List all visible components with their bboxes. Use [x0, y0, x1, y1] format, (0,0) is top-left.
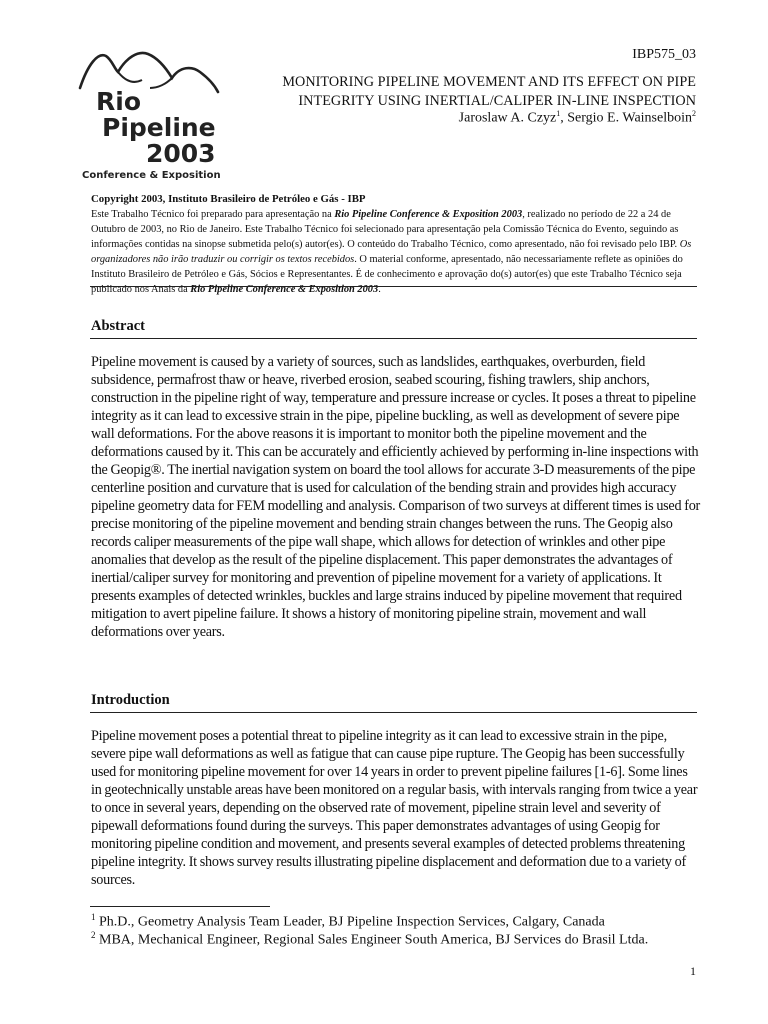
copyright-heading: Copyright 2003, Instituto Brasileiro de Petróleo e Gás - IBP [91, 193, 366, 205]
footnote-1-mark: 1 [91, 912, 96, 922]
abstract-text: Pipeline movement is caused by a variety of sources, such as landslides, earthquakes, overburden, field subsidence, permafrost thaw or heave, riverbed erosion, seabed scouring, fishing trawlers, ship anchors, construction in the pipeline right of way, temperature and pressure increase or cycles. It poses a threat to pipeline integrity as it can lead to excessive strain in the pipe, pipeline buckling, as well as development of severe pipe wall deformations. For the above reasons it is important to monitor both the pipeline movement and the deformations caused by it. This can be accurately and efficiently achieved by performing in-line inspections with the Geopig®. The inertial navigation system on board the tool allows for accurate 3-D measurements of the pipe centerline position and curvature that is used for calculation of the bending strain and provides high accuracy pipeline geometry data for FEM modelling and analysis. Comparison of two surveys at different times is used for precise monitoring of the pipeline movement and bending strain changes between the runs. The Geopig also records caliper measurements of the pipe wall shape, which allows for detection of wrinkles and other pipe anomalies that develop as the result of the pipeline displacement. This paper demonstrates the advantages of inertial/caliper survey for monitoring and prevention of pipeline movement for a variety of applications. It presents examples of detected wrinkles, buckles and large strains induced by pipeline movement that required mitigation to avert pipeline failure. It shows a history of monitoring pipeline strain, movement and wall deformations over years. [91, 354, 701, 640]
logo-pipeline-text: Pipeline [102, 113, 216, 142]
author-2-footnote-mark: 2 [692, 109, 696, 118]
abstract-divider [90, 338, 697, 339]
abstract-heading: Abstract [91, 318, 145, 334]
page-number: 1 [690, 964, 696, 978]
copyright-notice [91, 192, 701, 297]
footnote-divider [90, 906, 270, 907]
logo-graphic [74, 44, 224, 184]
logo-year-text: 2003 [146, 139, 216, 168]
footnote-2-text: MBA, Mechanical Engineer, Regional Sales Engineer South America, BJ Services do Brasil Ltda. [95, 932, 649, 948]
copyright-event-name-2: Rio Pipeline Conference & Exposition 2003 [190, 284, 379, 295]
logo-rio-text: Rio [96, 87, 141, 116]
copyright-text-4: . [378, 284, 381, 295]
introduction-heading: Introduction [91, 692, 170, 708]
logo-conference-text: Conference & Exposition [82, 170, 221, 181]
paper-id: IBP575_03 [632, 47, 696, 62]
copyright-text-1: Este Trabalho Técnico foi preparado para apresentação na [91, 209, 335, 220]
footnote-2-mark: 2 [91, 930, 96, 940]
copyright-italic-note: Os organizadores não irão traduzir ou corrigir os textos recebidos [91, 239, 692, 265]
footnote-1-text: Ph.D., Geometry Analysis Team Leader, BJ Pipeline Inspection Services, Calgary, Canada [95, 914, 605, 930]
copyright-text-3: . O material conforme, apresentado, não necessariamente reflete as opiniões do Instituto Brasileiro de Petróleo e Gás, Sócios e Representantes. É de conhecimento e aprovação do(s) autor(es) que este Trabalho Técnico seja publicado nos Anais da [91, 254, 683, 295]
author-1-footnote-mark: 1 [556, 109, 561, 118]
author-separator: , [560, 110, 568, 126]
copyright-text-2: , realizado no período de 22 a 24 de Outubro de 2003, no Rio de Janeiro. Este Trabalho Técnico foi selecionado para apresentação pela Comissão Técnica do Evento, seguindo as informações contidas na sinopse submetida pelo(s) autor(es). O conteúdo do Trabalho Técnico, como apresentado, não foi revisado pelo IBP. [91, 209, 680, 250]
copyright-event-name-1: Rio Pipeline Conference & Exposition 2003 [334, 209, 523, 220]
footnote-2 [91, 930, 648, 949]
introduction-text: Pipeline movement poses a potential threat to pipeline integrity as it can lead to excessive strain in the pipe, severe pipe wall deformations as well as fatigue that can cause pipe rupture. The Geopig has been successfully used for monitoring pipeline movement for over 14 years in order to prevent pipeline failures [1-6]. Some lines in geotechnically unstable areas have been monitored on a regular basis, with intervals ranging from twice a year to once in several years, depending on the observed rate of movement, pipeline strain level and severity of pipewall deformations found during the surveys. This paper demonstrates advantages of using Geopig for monitoring pipeline condition and movement, and presents several examples of detected problems threatening pipeline integrity. It shows survey results illustrating pipeline displacement and deformation due to a variety of sources. [91, 728, 698, 888]
author-2: Sergio E. Wainselboin [567, 110, 692, 126]
copyright-divider [90, 286, 697, 287]
copyright-body [91, 207, 701, 297]
introduction-divider [90, 712, 697, 713]
footnote-1 [91, 912, 605, 931]
paper-title: MONITORING PIPELINE MOVEMENT AND ITS EFFECT ON PIPE INTEGRITY USING INERTIAL/CALIPER IN-LINE INSPECTION [282, 74, 696, 109]
author-1: Jaroslaw A. Czyz [458, 110, 557, 126]
author-line [459, 109, 696, 127]
rio-pipeline-2003-logo [74, 44, 224, 184]
